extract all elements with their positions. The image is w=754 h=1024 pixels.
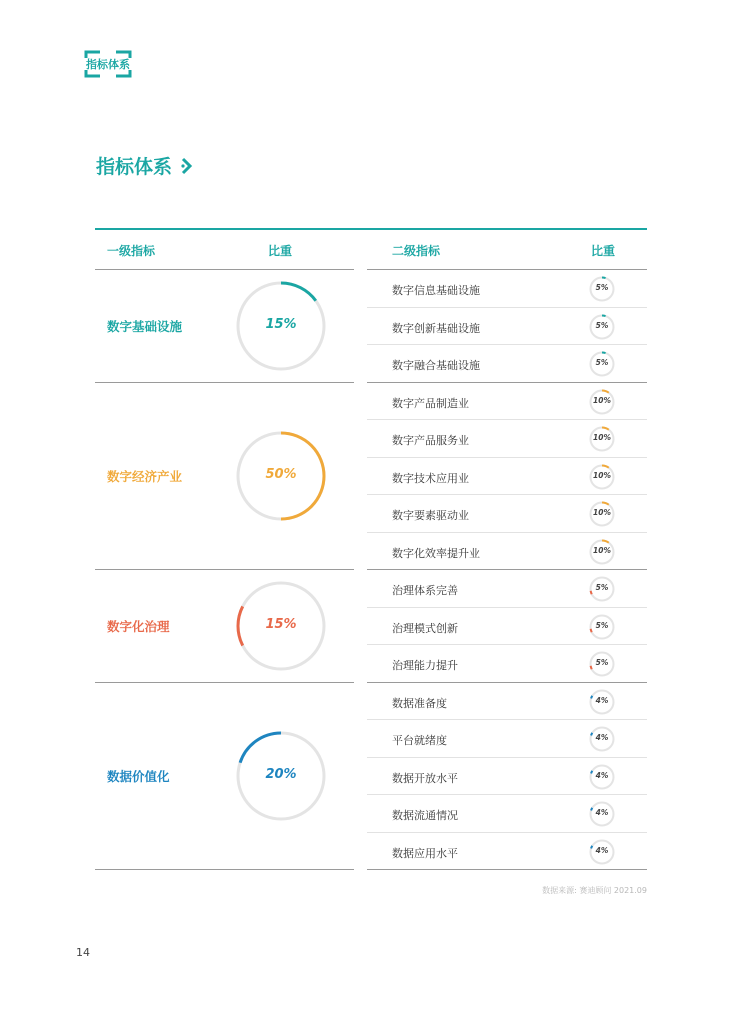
sub-indicator-name: 数据应用水平	[392, 846, 458, 860]
sub-weight-label: 10%	[593, 433, 611, 442]
col-header-weight1: 比重	[268, 244, 293, 258]
group-name: 数字基础设施	[107, 319, 183, 335]
sub-weight-label: 10%	[593, 470, 611, 480]
sub-indicator-row	[367, 833, 647, 871]
sub-indicator-name: 数据流通情况	[392, 809, 458, 822]
chevron-right-icon	[180, 157, 194, 175]
sub-weight-label: 4%	[595, 845, 609, 855]
indicator-group	[95, 570, 647, 683]
sub-indicator-row	[367, 383, 647, 421]
sub-weight-label: 5%	[595, 283, 609, 292]
sub-ring-svg-arc	[602, 428, 609, 430]
sub-indicator-name: 数字融合基础设施	[392, 359, 480, 372]
indicator-group	[95, 383, 647, 571]
sub-indicator-name: 数字技术应用业	[392, 471, 469, 485]
sub-weight-label: 10%	[593, 508, 611, 517]
sub-weight-label: 4%	[595, 808, 609, 817]
sub-indicator-row	[367, 308, 647, 346]
group-weight-label: 20%	[265, 767, 297, 783]
sub-weight-label: 5%	[595, 320, 609, 330]
group-weight-label: 15%	[265, 617, 297, 633]
sub-indicator-name: 数字信息基础设施	[392, 284, 480, 297]
sub-indicator-row	[367, 495, 647, 533]
header-badge	[84, 50, 132, 78]
sub-indicator-row	[367, 608, 647, 646]
sub-indicator-name: 治理体系完善	[392, 584, 458, 597]
sub-weight-label: 5%	[595, 620, 609, 630]
source-note: 数据来源: 赛迪顾问 2021.09	[542, 886, 647, 895]
section-title-text: 指标体系	[96, 156, 173, 178]
sub-indicator-name: 数字创新基础设施	[392, 321, 480, 335]
table-header	[95, 228, 647, 270]
group-name: 数据价值化	[107, 769, 170, 785]
sub-indicator-name: 数据开放水平	[392, 771, 458, 785]
sub-weight-label: 5%	[595, 358, 609, 367]
col-header-level2: 二级指标	[392, 244, 441, 258]
section-title	[96, 152, 194, 179]
sub-weight-label: 10%	[593, 545, 611, 555]
sub-indicator-row	[367, 420, 647, 458]
col-header-weight2: 比重	[591, 244, 616, 258]
sub-indicator-name: 数字产品服务业	[392, 434, 469, 447]
sub-indicator-name: 数据准备度	[392, 696, 447, 710]
group-ring-svg-arc	[240, 733, 281, 763]
indicator-group	[95, 270, 647, 383]
sub-weight-label: 4%	[595, 770, 609, 780]
sub-ring-svg-arc	[602, 465, 609, 467]
sub-indicator-row	[367, 758, 647, 796]
group-name: 数字经济产业	[107, 469, 183, 485]
sub-indicator-row	[367, 570, 647, 608]
sub-weight-label: 4%	[595, 733, 609, 742]
sub-ring-svg-arc	[602, 278, 606, 279]
sub-indicator-row	[367, 533, 647, 571]
page-number: 14	[76, 946, 90, 959]
sub-indicator-row	[367, 720, 647, 758]
sub-ring-svg-arc	[602, 503, 609, 505]
sub-weight-label: 4%	[595, 695, 609, 705]
col-header-level1: 一级指标	[107, 244, 156, 258]
indicator-group	[95, 683, 647, 871]
sub-weight-label: 5%	[595, 583, 609, 592]
sub-indicator-name: 治理能力提升	[392, 659, 458, 672]
group-rule	[95, 869, 354, 870]
row-rule	[367, 869, 647, 870]
group-ring-svg-arc	[281, 283, 316, 301]
group-weight-label: 15%	[265, 317, 297, 333]
sub-ring-svg-arc	[602, 390, 609, 392]
sub-indicator-name: 数字要素驱动业	[392, 509, 469, 522]
sub-weight-label: 10%	[593, 395, 611, 405]
badge-text: 指标体系	[86, 58, 130, 71]
sub-indicator-row	[367, 795, 647, 833]
sub-ring-svg-arc	[602, 315, 606, 316]
group-weight-label: 50%	[265, 467, 297, 483]
group-name: 数字化治理	[107, 619, 170, 635]
sub-indicator-name: 数字化效率提升业	[392, 546, 480, 560]
sub-indicator-name: 平台就绪度	[392, 734, 447, 747]
sub-indicator-row	[367, 645, 647, 683]
sub-indicator-row	[367, 270, 647, 308]
sub-ring-svg-arc	[602, 353, 606, 354]
sub-indicator-row	[367, 683, 647, 721]
sub-indicator-name: 数字产品制造业	[392, 396, 469, 410]
sub-indicator-row	[367, 458, 647, 496]
sub-indicator-name: 治理模式创新	[392, 621, 458, 635]
sub-ring-svg-arc	[602, 540, 609, 542]
sub-weight-label: 5%	[595, 658, 609, 667]
sub-indicator-row	[367, 345, 647, 383]
